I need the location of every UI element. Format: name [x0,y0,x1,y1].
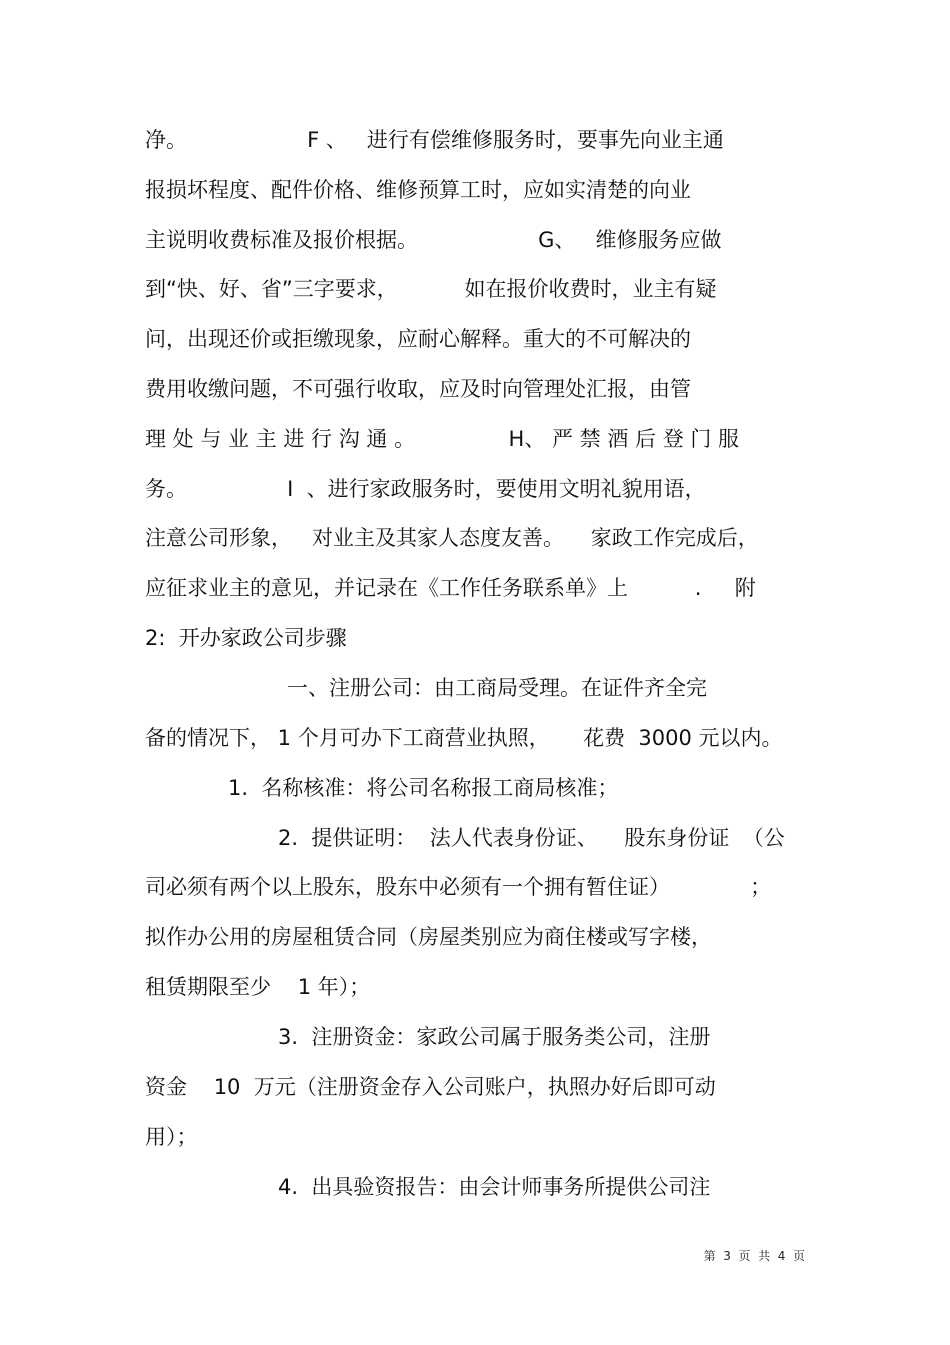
text-line-1: 净。 F 、 进行有偿维修服务时，要事先向业主通 [145,128,724,152]
list-item-4: 4. 出具验资报告：由会计师事务所提供公司注 [278,1175,711,1199]
text-line-7: 理 处 与 业 主 进 行 沟 通 。 H、 严 禁 酒 后 登 门 服 [145,427,740,451]
text-line-11: 2: 开办家政公司步骤 [145,626,347,650]
text-line-18: 租赁期限至少 1 年）； [145,975,371,999]
text-line-8: 务。 I 、进行家政服务时，要使用文明礼貌用语， [145,477,706,501]
list-item-3: 3. 注册资金：家政公司属于服务类公司，注册 [278,1025,711,1049]
list-item-2: 2. 提供证明： 法人代表身份证、 股东身份证 （公 [278,826,785,850]
text-line-3: 主说明收费标准及报价根据。 G、 维修服务应做 [145,228,722,252]
text-line-6: 费用收缴问题，不可强行收取，应及时向管理处汇报，由管 [145,377,691,401]
text-line-2: 报损坏程度、配件价格、维修预算工时，应如实清楚的向业 [145,178,691,202]
text-line-20: 资金 10 万元（注册资金存入公司账户，执照办好后即可动 [145,1075,716,1099]
text-line-17: 拟作办公用的房屋租赁合同（房屋类别应为商住楼或写字楼， [145,925,712,949]
text-line-5: 问，出现还价或拒缴现象，应耐心解释。重大的不可解决的 [145,327,691,351]
text-line-10: 应征求业主的意见，并记录在《工作任务联系单》上 . 附 [145,576,756,600]
text-line-13: 备的情况下， 1 个月可办下工商营业执照， 花费 3000 元以内。 [145,726,783,750]
text-line-4: 到“快、好、省”三字要求， 如在报价收费时，业主有疑 [145,277,717,301]
page-number-footer: 第 3 页 共 4 页 [703,1249,805,1263]
list-item-1: 1. 名称核准：将公司名称报工商局核准； [228,776,619,800]
text-line-9: 注意公司形象， 对业主及其家人态度友善。 家政工作完成后， [145,526,759,550]
section-heading-register: 一、注册公司：由工商局受理。在证件齐全完 [287,676,707,700]
text-line-21: 用）； [145,1125,198,1149]
text-line-16: 司必须有两个以上股东，股东中必须有一个拥有暂住证） ； [145,875,772,899]
